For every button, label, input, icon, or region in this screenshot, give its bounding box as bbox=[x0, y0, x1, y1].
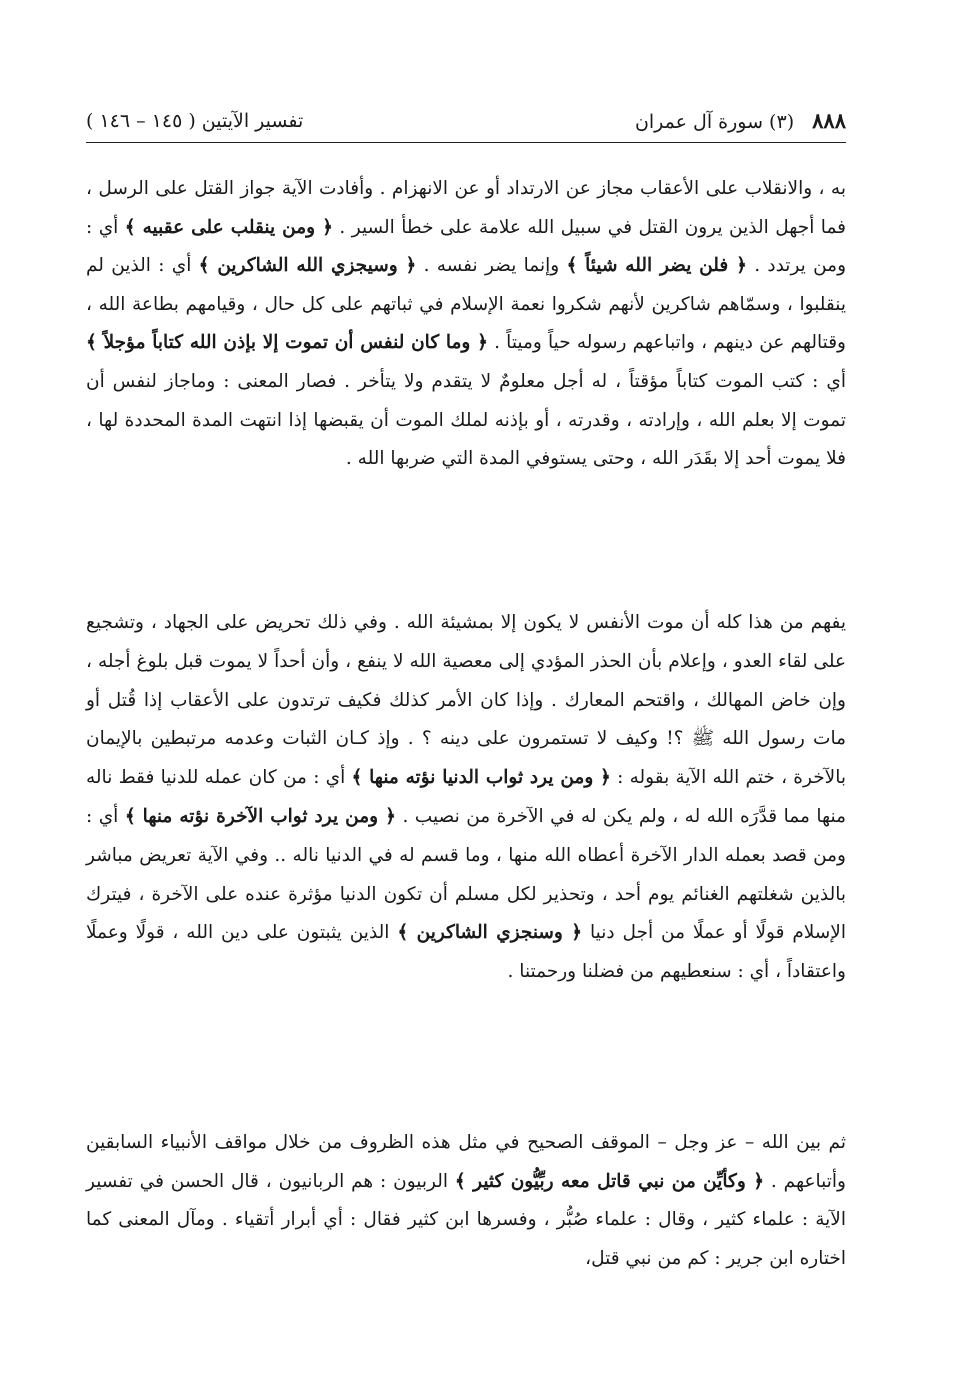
quran-quote: ﴿ ومن يرد ثواب الدنيا نؤته منها ﴾ bbox=[351, 767, 611, 789]
text-segment: يفهم من هذا كله أن موت الأنفس لا يكون إلا بمشيئة الله . وفي ذلك تحريض على الجهاد ، وتشجيع على لقاء العدو ، وإعلام بأن الحذر المؤدي إلى معصية الله لا ينفع ، وأن أحداً لا يموت قبل بلوغ أجله ، وإن خاض المهالك ، واقتحم المعارك . وإذا كان الأمر كذلك فكيف ترتدون على الأعقاب إذا قُتل أو مات رسول الله ﷺ ؟! وكيف لا تستمرون على دينه ؟ . وإذ كـان الثبات وعدمه مرتبطين بالإيمان بالآخرة ، ختم الله الآية بقوله : bbox=[86, 612, 846, 789]
paragraph-3 bbox=[86, 1124, 846, 1278]
text-segment: أي : ومن يرتدد . bbox=[86, 216, 847, 277]
header-rule bbox=[86, 142, 846, 143]
text-segment: وإنما يضر نفسه . bbox=[416, 255, 567, 277]
surah-title: (٣) سورة آل عمران bbox=[634, 111, 795, 133]
page-number: ٨٨٨ bbox=[812, 108, 846, 133]
quran-quote: ﴿ ومن ينقلب على عقبيه ﴾ bbox=[124, 216, 333, 238]
header-left bbox=[86, 104, 303, 138]
quran-quote: ﴿ فلن يضر الله شيئاً ﴾ bbox=[566, 255, 747, 277]
text-segment: الربيون : هم الربانيون ، قال الحسن في تفسير الآية : علماء كثير ، وقال : علماء صُبُّر ، وفسرها ابن كثير فقال : أي أبرار أتقياء . ومآل المعنى كما اختاره ابن جرير : كم من نبي قتل، bbox=[86, 1170, 846, 1269]
text-segment: أي : الذين لم ينقلبوا ، وسمّاهم شاكرين لأنهم شكروا نعمة الإسلام في ثباتهم على كل حال ، وقيامهم بطاعة الله ، وقتالهم عن دينهم ، واتباعهم رسوله حياً وميتاً . bbox=[86, 255, 846, 354]
quran-quote: ﴿ وكأيِّن من نبي قاتل معه ربِّيُّون كثير ﴾ bbox=[454, 1170, 765, 1192]
text-segment: أي : ومن قصد بعمله الدار الآخرة أعطاه الله منها ، وما قسم له في الدنيا ناله .. وفي الآية تعريض مباشر بالذين شغلتهم الغنائم يوم أحد ، وتحذير لكل مسلم أن تكون الدنيا مؤثرة عنده على الآخرة ، فيترك الإسلام قولًا أو عملًا من أجل دنيا bbox=[86, 805, 846, 944]
text-segment: به ، والانقلاب على الأعقاب مجاز عن الارتداد أو عن الانهزام . وأفادت الآية جواز القتل على الرسل ، فما أجهل الذين يرون القتل في سبيل الله علامة على خطأ السير . bbox=[86, 178, 846, 238]
text-segment: الذين يثبتون على دين الله ، قولًا وعملًا واعتقاداً ، أي : سنعطيهم من فضلنا ورحمتنا . bbox=[86, 922, 846, 983]
text-segment: ثم بين الله – عز وجل – الموقف الصحيح في مثل هذه الظروف من خلال مواقف الأنبياء السابقين وأتباعهم . bbox=[86, 1132, 846, 1192]
quran-quote: ﴿ وما كان لنفس أن تموت إلا بإذن الله كتاباً مؤجلاً ﴾ bbox=[86, 332, 488, 354]
header-right bbox=[635, 104, 846, 139]
paragraph-2 bbox=[86, 604, 846, 992]
quran-quote: ﴿ وسيجزي الله الشاكرين ﴾ bbox=[198, 255, 417, 277]
quran-quote: ﴿ ومن يرد ثواب الآخرة نؤته منها ﴾ bbox=[124, 805, 396, 827]
section-title: تفسير الآيتين ( ١٤٥ – ١٤٦ ) bbox=[86, 110, 304, 132]
quran-quote: ﴿ وسنجزي الشاكرين ﴾ bbox=[397, 922, 583, 944]
paragraph-1 bbox=[86, 170, 846, 479]
text-segment: أي : كتب الموت كتاباً مؤقتاً ، له أجل معلومٌ لا يتقدم ولا يتأخر . فصار المعنى : وماجاز لنفس أن تموت إلا بعلم الله ، وإرادته ، وقدرته ، أو بإذنه لملك الموت أن يقبضها إذا انتهت المدة المحددة لها ، فلا يموت أحد إلا بقَدَر الله ، وحتى يستوفي المدة التي ضربها الله . bbox=[86, 370, 846, 470]
text-segment: أي : من كان عمله للدنيا فقط ناله منها مما قدَّرَه الله له ، ولم يكن له في الآخرة من نصيب . bbox=[86, 767, 846, 827]
running-header bbox=[86, 104, 846, 138]
